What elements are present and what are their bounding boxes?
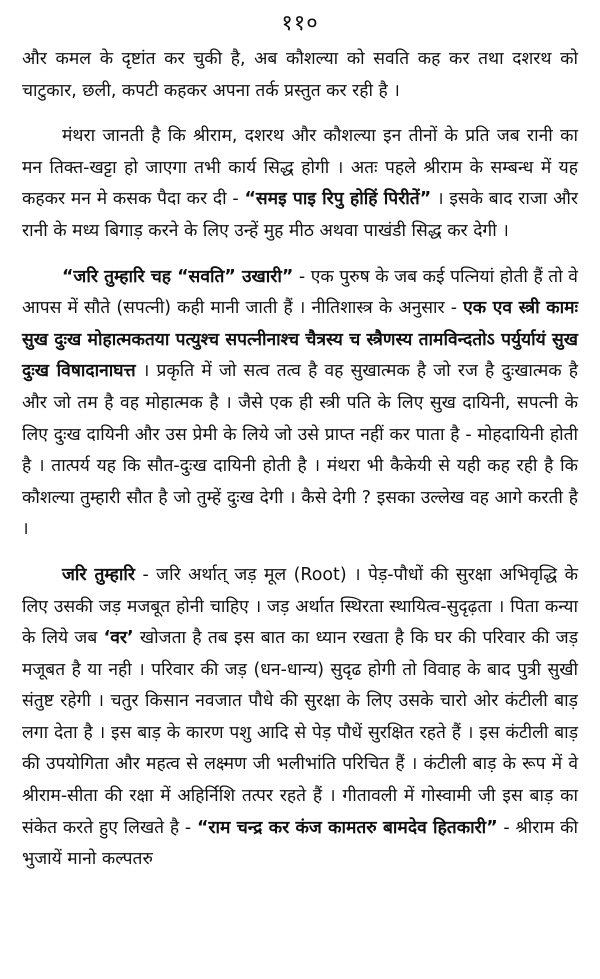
page-number: ११०	[281, 11, 319, 36]
paragraph-3-text-b: । प्रकृति में जो सत्व तत्व है वह सुखात्मक है जो रज है दुःखात्मक है और जो तम है वह मोहात्मक है । जैसे एक ही स्त्री पति के लिए सुख दायिनी, सपत्नी के लिए दुःख दायिनी और उस प्रेमी के लिये जो उसे प्राप्त नहीं कर पाता है - मोहदायिनी होती है । तात्पर्य यह कि सौत-दुःख दायिनी होती है । मंथरा भी कैकेयी से यही कह रही है कि कौशल्या तुम्हारी सौत है जो तुम्हें दुःख देगी । कैसे देगी ? इसका उल्लेख वह आगे करती है ।	[22, 361, 578, 540]
paragraph-1	[22, 44, 578, 107]
paragraph-3-shloka: एक एव स्त्री कामः सुख दुःख मोहात्मकतया पत्युश्च सपत्नीनाश्च चैत्रस्य च स्त्रैणस्य तामविन्दतोऽ पर्युर्यायं सुख दुःख विषादानाघत्त	[22, 298, 578, 382]
paragraph-1-text: और कमल के दृष्टांत कर चुकी है, अब कौशल्या को सवति कह कर तथा दशरथ को चाटुकार, छली, कपटी कहकर अपना तर्क प्रस्तुत कर रही है ।	[22, 49, 578, 101]
paragraph-3	[22, 262, 578, 546]
paragraph-2	[22, 121, 578, 247]
paragraph-4-heading: जरि तुम्हारि	[62, 564, 136, 585]
paragraph-4	[22, 560, 578, 876]
paragraph-2-text-a: मंथरा जानती है कि श्रीराम, दशरथ और कौशल्या इन तीनों के प्रति जब रानी का मन तिक्त-खट्टा हो जाएगा तभी कार्य सिद्ध होगी । अतः पहले श्रीराम के सम्बन्ध में यह कहकर मन मे कसक पैदा कर दी -	[22, 126, 578, 210]
paragraph-3-text-a: - एक पुरुष के जब कई पत्नियां होती हैं तो वे आपस में सौते (सपत्नी) कही मानी जाती हैं । नीतिशास्त्र के अनुसार -	[22, 266, 578, 319]
paragraph-4-var-word: ‘वर’	[103, 628, 134, 649]
paragraph-4-text-c: - श्रीराम की भुजायें मानो कल्पतरु	[22, 817, 578, 870]
paragraph-2-quote: “समइ पाइ रिपु होहिं पिरीतें”	[244, 189, 432, 210]
paragraph-4-text-a: - जरि अर्थात् जड़ मूल (Root) । पेड़-पौधों की सुरक्षा अभिवृद्धि के लिए उसकी जड़ मजबूत होनी चाहिए । जड़ अर्थात स्थिरता स्थायित्व-सुदृढ़ता । पिता कन्या के लिये जब	[22, 564, 578, 649]
paragraph-4-text-b: खोजता है तब इस बात का ध्यान रखता है कि घर की परिवार की जड़ मजूबत है या नही । परिवार की जड़ (धन-धान्य) सुदृढ होगी तो विवाह के बाद पुत्री सुखी संतुष्ट रहेगी । चतुर किसान नवजात पौधे की सुरक्षा के लिए उसके चारो ओर कंटीली बाड़ लगा देता है । इस बाड़ के कारण पशु आदि से पेड़ पौधें सुरक्षित रहते हैं । इस कंटीली बाड़ की उपयोगिता और महत्व से लक्ष्मण जी भलीभांति परिचित हैं । कंटीली बाड़ के रूप में वे श्रीराम-सीता की रक्षा में अहिर्निशि तत्पर रहते हैं । गीतावली में गोस्वामी जी इस बाड़ का संकेत करते हुए लिखते है -	[22, 628, 578, 838]
paragraph-4-quote: “राम चन्द्र कर कंज कामतरु बामदेव हितकारी”	[196, 817, 498, 838]
paragraph-3-heading: “जरि तुम्हारि चह “सवति” उखारी”	[62, 266, 294, 287]
paragraph-2-text-b: । इसके बाद राजा और रानी के मध्य बिगाड़ करने के लिए उन्हें मुह मीठ अथवा पाखंडी सिद्ध कर देगी ।	[22, 189, 578, 241]
